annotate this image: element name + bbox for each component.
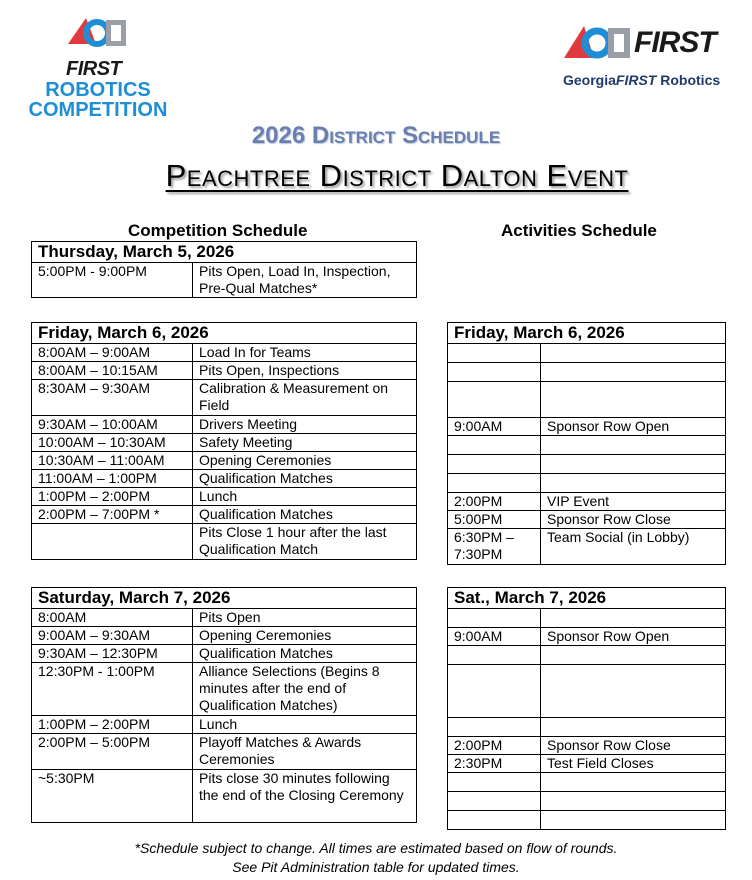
footnote bbox=[0, 839, 752, 877]
table-row bbox=[448, 344, 726, 363]
table-row bbox=[448, 474, 726, 493]
table-row: 2:00PM Sponsor Row Close bbox=[448, 737, 726, 755]
day-header: Thursday, March 5, 2026 bbox=[32, 242, 417, 263]
saturday-activities-table bbox=[447, 587, 726, 830]
event-title: Peachtree District Dalton Event bbox=[165, 158, 629, 193]
table-row bbox=[448, 792, 726, 811]
logo-first-text: FIRST bbox=[66, 58, 122, 80]
table-row: Pits Close 1 hour after the last Qualification Match bbox=[32, 524, 417, 560]
table-row: 2:00PM – 7:00PM * Qualification Matches bbox=[32, 506, 417, 524]
table-row: 2:00PM VIP Event bbox=[448, 493, 726, 511]
competition-heading: Competition Schedule bbox=[128, 221, 308, 240]
activities-heading: Activities Schedule bbox=[501, 221, 657, 240]
logo-tagline: GeorgiaFIRST Robotics bbox=[563, 72, 721, 88]
table-row: 10:00AM – 10:30AM Safety Meeting bbox=[32, 434, 417, 452]
first-mark-icon bbox=[560, 20, 634, 64]
table-row: 9:00AM Sponsor Row Open bbox=[448, 418, 726, 436]
friday-activities-table bbox=[447, 322, 726, 565]
table-row bbox=[448, 665, 726, 718]
day-header: Friday, March 6, 2026 bbox=[32, 323, 417, 344]
day-header: Sat., March 7, 2026 bbox=[448, 588, 726, 609]
table-row: 2:30PM Test Field Closes bbox=[448, 755, 726, 773]
table-row bbox=[448, 718, 726, 737]
table-row: 8:30AM – 9:30AM Calibration & Measurement on Field bbox=[32, 380, 417, 416]
footnote-line-1: *Schedule subject to change. All times are estimated based on flow of rounds. bbox=[134, 840, 618, 856]
thursday-table bbox=[31, 241, 417, 298]
frc-logo bbox=[28, 14, 173, 121]
table-row bbox=[448, 646, 726, 665]
day-header: Friday, March 6, 2026 bbox=[448, 323, 726, 344]
table-row: 9:30AM – 12:30PM Qualification Matches bbox=[32, 645, 417, 663]
table-row: 2:00PM – 5:00PM Playoff Matches & Awards Ceremonies bbox=[32, 734, 417, 770]
table-row: 5:00PM Sponsor Row Close bbox=[448, 511, 726, 529]
first-mark-icon bbox=[64, 14, 128, 56]
table-row: 9:00AM Sponsor Row Open bbox=[448, 628, 726, 646]
saturday-table bbox=[31, 587, 417, 823]
logo-robotics-text: ROBOTICS bbox=[45, 79, 151, 101]
table-row bbox=[448, 773, 726, 792]
footnote-line-2: See Pit Administration table for updated times. bbox=[232, 859, 520, 875]
friday-table bbox=[31, 322, 417, 560]
georgia-first-logo bbox=[560, 20, 732, 92]
table-row bbox=[448, 363, 726, 382]
table-row: 8:00AM Pits Open bbox=[32, 609, 417, 627]
table-row: 5:00PM - 9:00PM Pits Open, Load In, Inspection, Pre-Qual Matches* bbox=[32, 263, 417, 298]
table-row bbox=[448, 436, 726, 455]
day-header: Saturday, March 7, 2026 bbox=[32, 588, 417, 609]
table-row bbox=[448, 811, 726, 830]
table-row bbox=[448, 455, 726, 474]
logo-competition-text: COMPETITION bbox=[28, 99, 168, 121]
table-row: 12:30PM - 1:00PM Alliance Selections (Begins 8 minutes after the end of Qualification Matches) bbox=[32, 663, 417, 716]
table-row: 10:30AM – 11:00AM Opening Ceremonies bbox=[32, 452, 417, 470]
table-row: 1:00PM – 2:00PM Lunch bbox=[32, 716, 417, 734]
table-row: 6:30PM – 7:30PM Team Social (in Lobby) bbox=[448, 529, 726, 565]
logo-first-wordmark: FIRST bbox=[634, 26, 716, 59]
table-row: ~5:30PM Pits close 30 minutes following the end of the Closing Ceremony bbox=[32, 770, 417, 823]
table-row bbox=[448, 382, 726, 418]
table-row bbox=[448, 609, 726, 628]
table-row: 9:00AM – 9:30AM Opening Ceremonies bbox=[32, 627, 417, 645]
table-row: 11:00AM – 1:00PM Qualification Matches bbox=[32, 470, 417, 488]
table-row: 1:00PM – 2:00PM Lunch bbox=[32, 488, 417, 506]
table-row: 8:00AM – 10:15AM Pits Open, Inspections bbox=[32, 362, 417, 380]
table-row: 9:30AM – 10:00AM Drivers Meeting bbox=[32, 416, 417, 434]
table-row: 8:00AM – 9:00AM Load In for Teams bbox=[32, 344, 417, 362]
document-title: 2026 District Schedule bbox=[251, 122, 501, 149]
